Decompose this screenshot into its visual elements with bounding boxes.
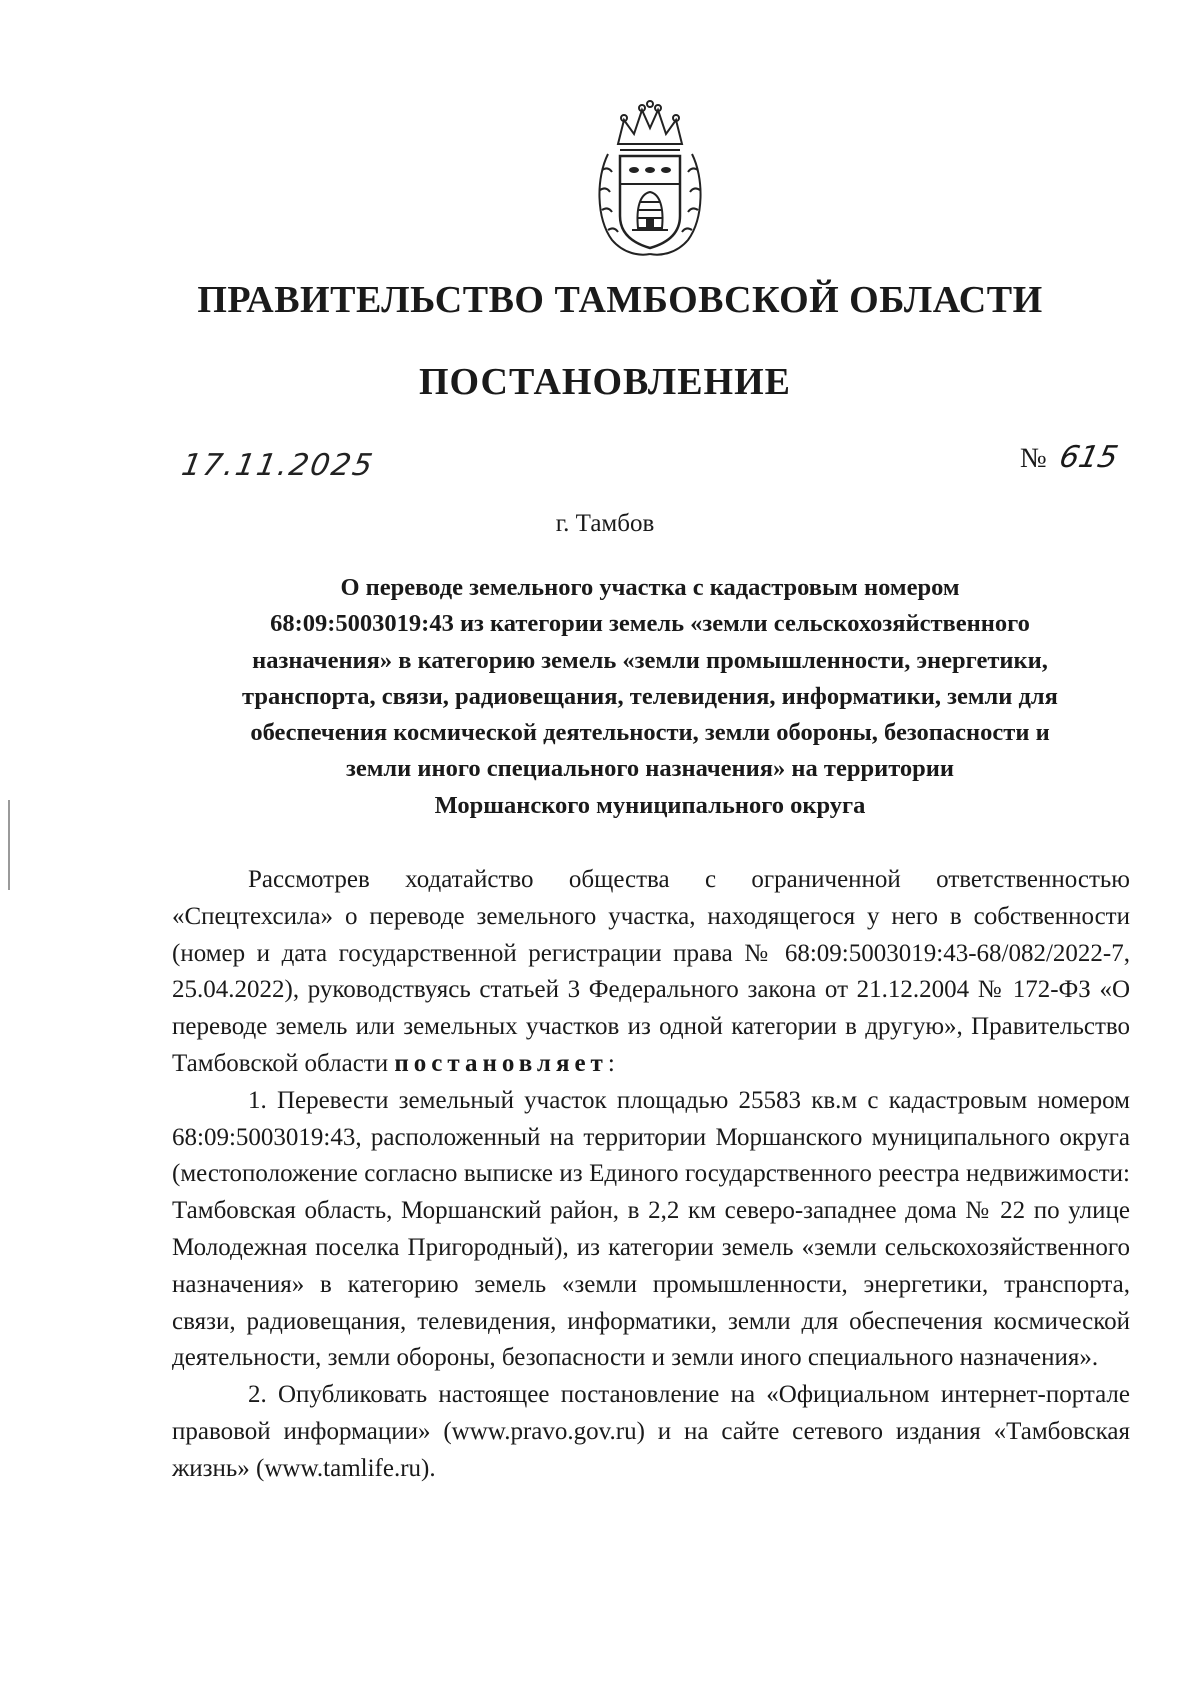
item-1-paragraph: 1. Перевести земельный участок площадью 25583 кв.м с кадастровым номером 68:09:5003019:43, расположенный на территории Моршанского муниципального округа (местоположение согласно выписке из Единого государственного реестра недвижимости: Тамбовская область, Моршанский район, в 2,2 км северо-западнее дома № 22 по улице Молодежная поселка Пригородный), из категории земель «земли сельскохозяйственного назначения» в категорию земель «земли промышленности, энергетики, транспорта, связи, радиовещания, телевидения, информатики, земли для обеспечения космической деятельности, земли обороны, безопасности и земли иного специального назначения».	[172, 1086, 1130, 1372]
title-line: транспорта, связи, радиовещания, телевидения, информатики, земли для	[242, 682, 1058, 710]
preamble-paragraph	[172, 862, 1130, 1083]
title-line: обеспечения космической деятельности, земли обороны, безопасности и	[250, 719, 1050, 747]
scan-margin-mark	[8, 800, 10, 890]
government-heading: ПРАВИТЕЛЬСТВО ТАМБОВСКОЙ ОБЛАСТИ	[197, 279, 1043, 321]
number-sign: №	[1020, 443, 1047, 474]
decree-word: постановляет	[394, 1049, 608, 1077]
tambov-coat-of-arms-icon	[590, 98, 710, 258]
title-line: 68:09:5003019:43 из категории земель «земли сельскохозяйственного	[270, 610, 1030, 638]
document-title	[170, 570, 1130, 824]
title-line: О переводе земельного участка с кадастровым номером	[340, 574, 960, 601]
item-2-paragraph: 2. Опубликовать настоящее постановление на «Официальном интернет-портале правовой информации» (www.pravo.gov.ru) и на сайте сетевого издания «Тамбовская жизнь» (www.tamlife.ru).	[172, 1381, 1130, 1482]
title-line: земли иного специального назначения» на территории	[345, 755, 955, 783]
document-type-heading: ПОСТАНОВЛЕНИЕ	[418, 361, 792, 403]
handwritten-number: 615	[1056, 440, 1122, 475]
preamble-text: Рассмотрев ходатайство общества с ограниченной ответственностью «Спецтехсила» о переводе земельного участка, находящегося у него в собственности (номер и дата государственной регистрации права № 68:09:5003019:43-68/082/2022-7, 25.04.2022), руководствуясь статьей 3 Федерального закона от 21.12.2004 № 172-ФЗ «О переводе земель или земельных участков из одной категории в другую», Правительство Тамбовской области	[172, 866, 1130, 1077]
decree-colon: :	[607, 1049, 615, 1077]
handwritten-date: 17.11.2025	[178, 448, 377, 483]
city-label: г. Тамбов	[555, 510, 655, 537]
title-line: Моршанского муниципального округа	[434, 791, 866, 819]
document-number	[1020, 440, 1122, 475]
title-line: назначения» в категорию земель «земли промышленности, энергетики,	[252, 646, 1048, 674]
document-body	[172, 862, 1130, 1488]
